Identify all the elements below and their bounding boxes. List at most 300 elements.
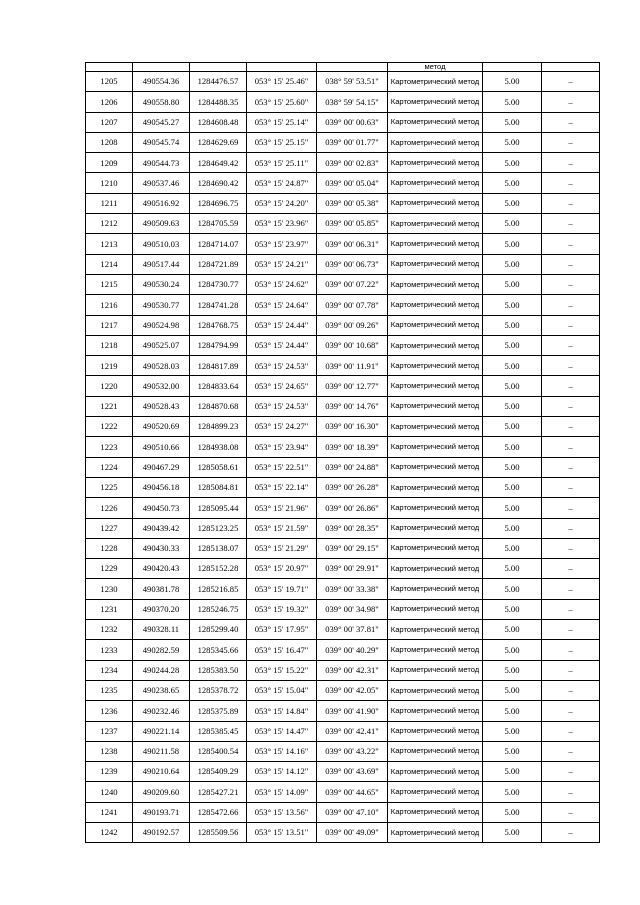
method-cell: Картометрический метод bbox=[388, 376, 483, 396]
longitude-cell: 039° 00' 43.69" bbox=[317, 762, 388, 782]
method-cell: Картометрический метод bbox=[388, 153, 483, 173]
method-cell: Картометрический метод bbox=[388, 701, 483, 721]
table-row bbox=[86, 741, 600, 761]
latitude-cell: 053° 15' 15.22" bbox=[247, 660, 317, 680]
point-number-cell: 1234 bbox=[86, 660, 133, 680]
latitude-cell: 053° 15' 15.04" bbox=[247, 680, 317, 700]
table-row bbox=[86, 477, 600, 497]
longitude-cell: 039° 00' 28.35" bbox=[317, 518, 388, 538]
note-cell: – bbox=[542, 721, 600, 741]
point-number-cell: 1209 bbox=[86, 153, 133, 173]
method-cell: Картометрический метод bbox=[388, 599, 483, 619]
latitude-cell: 053° 15' 14.84" bbox=[247, 701, 317, 721]
x-coordinate-cell: 490532.00 bbox=[133, 376, 190, 396]
y-coordinate-cell: 1285216.85 bbox=[190, 579, 247, 599]
note-cell: – bbox=[542, 437, 600, 457]
table-row bbox=[86, 396, 600, 416]
x-coordinate-cell: 490530.77 bbox=[133, 295, 190, 315]
point-number-cell: 1220 bbox=[86, 376, 133, 396]
longitude-cell: 039° 00' 05.38" bbox=[317, 193, 388, 213]
longitude-cell: 039° 00' 00.63" bbox=[317, 112, 388, 132]
y-coordinate-cell: 1284741.28 bbox=[190, 295, 247, 315]
latitude-cell: 053° 15' 19.32" bbox=[247, 599, 317, 619]
accuracy-cell: 5.00 bbox=[483, 498, 542, 518]
note-cell: – bbox=[542, 274, 600, 294]
accuracy-cell: 5.00 bbox=[483, 173, 542, 193]
table-row-continuation bbox=[86, 63, 600, 72]
table-row bbox=[86, 802, 600, 822]
y-coordinate-cell: 1285152.28 bbox=[190, 559, 247, 579]
longitude-cell: 039° 00' 47.10" bbox=[317, 802, 388, 822]
accuracy-cell: 5.00 bbox=[483, 782, 542, 802]
note-cell: – bbox=[542, 680, 600, 700]
y-coordinate-cell: 1285409.29 bbox=[190, 762, 247, 782]
point-number-cell: 1231 bbox=[86, 599, 133, 619]
longitude-cell: 039° 00' 49.09" bbox=[317, 822, 388, 842]
accuracy-cell: 5.00 bbox=[483, 396, 542, 416]
note-cell: – bbox=[542, 193, 600, 213]
accuracy-cell: 5.00 bbox=[483, 701, 542, 721]
y-coordinate-cell: 1285095.44 bbox=[190, 498, 247, 518]
y-coordinate-cell: 1285246.75 bbox=[190, 599, 247, 619]
method-cell: Картометрический метод bbox=[388, 680, 483, 700]
note-cell: – bbox=[542, 518, 600, 538]
latitude-cell: 053° 15' 14.16" bbox=[247, 741, 317, 761]
note-cell: – bbox=[542, 498, 600, 518]
table-row bbox=[86, 518, 600, 538]
longitude-cell: 039° 00' 05.85" bbox=[317, 214, 388, 234]
point-number-cell: 1241 bbox=[86, 802, 133, 822]
y-coordinate-cell: 1285299.40 bbox=[190, 620, 247, 640]
latitude-cell: 053° 15' 25.46" bbox=[247, 72, 317, 92]
latitude-cell: 053° 15' 24.21" bbox=[247, 254, 317, 274]
longitude-cell: 039° 00' 06.31" bbox=[317, 234, 388, 254]
latitude-cell: 053° 15' 23.97" bbox=[247, 234, 317, 254]
longitude-cell: 039° 00' 26.86" bbox=[317, 498, 388, 518]
x-coordinate-cell: 490516.92 bbox=[133, 193, 190, 213]
note-cell: – bbox=[542, 822, 600, 842]
point-number-cell: 1222 bbox=[86, 417, 133, 437]
x-coordinate-cell: 490528.03 bbox=[133, 356, 190, 376]
x-coordinate-cell: 490430.33 bbox=[133, 538, 190, 558]
y-coordinate-cell: 1285378.72 bbox=[190, 680, 247, 700]
point-number-cell: 1218 bbox=[86, 335, 133, 355]
y-coordinate-cell: 1285385.45 bbox=[190, 721, 247, 741]
method-cell: Картометрический метод bbox=[388, 193, 483, 213]
method-cell: метод bbox=[388, 63, 483, 72]
x-coordinate-cell: 490524.98 bbox=[133, 315, 190, 335]
method-cell: Картометрический метод bbox=[388, 335, 483, 355]
longitude-cell: 039° 00' 01.77" bbox=[317, 132, 388, 152]
latitude-cell: 053° 15' 21.96" bbox=[247, 498, 317, 518]
longitude-cell: 039° 00' 40.29" bbox=[317, 640, 388, 660]
method-cell: Картометрический метод bbox=[388, 477, 483, 497]
x-coordinate-cell: 490238.65 bbox=[133, 680, 190, 700]
point-number-cell: 1213 bbox=[86, 234, 133, 254]
longitude-cell: 039° 00' 06.73" bbox=[317, 254, 388, 274]
table-row bbox=[86, 295, 600, 315]
note-cell: – bbox=[542, 356, 600, 376]
table-row bbox=[86, 680, 600, 700]
x-coordinate-cell: 490545.74 bbox=[133, 132, 190, 152]
point-number-cell: 1235 bbox=[86, 680, 133, 700]
table-row bbox=[86, 417, 600, 437]
accuracy-cell: 5.00 bbox=[483, 214, 542, 234]
latitude-cell: 053° 15' 23.96" bbox=[247, 214, 317, 234]
x-coordinate-cell: 490450.73 bbox=[133, 498, 190, 518]
note-cell: – bbox=[542, 640, 600, 660]
point-number-cell: 1229 bbox=[86, 559, 133, 579]
accuracy-cell: 5.00 bbox=[483, 822, 542, 842]
longitude-cell: 039° 00' 37.81" bbox=[317, 620, 388, 640]
accuracy-cell: 5.00 bbox=[483, 417, 542, 437]
point-number-cell: 1208 bbox=[86, 132, 133, 152]
accuracy-cell: 5.00 bbox=[483, 112, 542, 132]
method-cell: Картометрический метод bbox=[388, 132, 483, 152]
method-cell: Картометрический метод bbox=[388, 741, 483, 761]
accuracy-cell: 5.00 bbox=[483, 579, 542, 599]
point-number-cell: 1239 bbox=[86, 762, 133, 782]
x-coordinate-cell: 490420.43 bbox=[133, 559, 190, 579]
x-coordinate-cell: 490210.64 bbox=[133, 762, 190, 782]
method-cell: Картометрический метод bbox=[388, 802, 483, 822]
x-coordinate-cell: 490282.59 bbox=[133, 640, 190, 660]
point-number-cell: 1233 bbox=[86, 640, 133, 660]
y-coordinate-cell: 1285472.66 bbox=[190, 802, 247, 822]
accuracy-cell: 5.00 bbox=[483, 193, 542, 213]
method-cell: Картометрический метод bbox=[388, 579, 483, 599]
y-coordinate-cell: 1285383.50 bbox=[190, 660, 247, 680]
x-coordinate-cell: 490528.43 bbox=[133, 396, 190, 416]
y-coordinate-cell: 1284833.64 bbox=[190, 376, 247, 396]
accuracy-cell: 5.00 bbox=[483, 254, 542, 274]
accuracy-cell: 5.00 bbox=[483, 356, 542, 376]
note-cell: – bbox=[542, 417, 600, 437]
note-cell: – bbox=[542, 173, 600, 193]
note-cell: – bbox=[542, 620, 600, 640]
latitude-cell: 053° 15' 24.44" bbox=[247, 315, 317, 335]
x-coordinate-cell: 490517.44 bbox=[133, 254, 190, 274]
longitude-cell: 039° 00' 02.83" bbox=[317, 153, 388, 173]
longitude-cell: 039° 00' 42.41" bbox=[317, 721, 388, 741]
note-cell: – bbox=[542, 254, 600, 274]
note-cell: – bbox=[542, 579, 600, 599]
latitude-cell: 053° 15' 22.14" bbox=[247, 477, 317, 497]
point-number-cell: 1215 bbox=[86, 274, 133, 294]
method-cell: Картометрический метод bbox=[388, 782, 483, 802]
y-coordinate-cell: 1285375.89 bbox=[190, 701, 247, 721]
y-coordinate-cell: 1284608.48 bbox=[190, 112, 247, 132]
x-coordinate-cell: 490328.11 bbox=[133, 620, 190, 640]
y-coordinate-cell: 1285427.21 bbox=[190, 782, 247, 802]
method-cell: Картометрический метод bbox=[388, 457, 483, 477]
longitude-cell: 039° 00' 16.30" bbox=[317, 417, 388, 437]
table-row bbox=[86, 214, 600, 234]
y-coordinate-cell: 1284488.35 bbox=[190, 92, 247, 112]
accuracy-cell: 5.00 bbox=[483, 640, 542, 660]
accuracy-cell: 5.00 bbox=[483, 457, 542, 477]
y-coordinate-cell: 1284730.77 bbox=[190, 274, 247, 294]
accuracy-cell: 5.00 bbox=[483, 620, 542, 640]
accuracy-cell: 5.00 bbox=[483, 559, 542, 579]
longitude-cell: 039° 00' 33.38" bbox=[317, 579, 388, 599]
table-row bbox=[86, 660, 600, 680]
latitude-cell: 053° 15' 14.12" bbox=[247, 762, 317, 782]
point-number-cell: 1221 bbox=[86, 396, 133, 416]
x-coordinate-cell: 490370.20 bbox=[133, 599, 190, 619]
latitude-cell: 053° 15' 24.65" bbox=[247, 376, 317, 396]
method-cell: Картометрический метод bbox=[388, 112, 483, 132]
note-cell: – bbox=[542, 396, 600, 416]
accuracy-cell: 5.00 bbox=[483, 437, 542, 457]
table-row bbox=[86, 457, 600, 477]
latitude-cell: 053° 15' 25.11" bbox=[247, 153, 317, 173]
latitude-cell: 053° 15' 24.44" bbox=[247, 335, 317, 355]
table-row bbox=[86, 92, 600, 112]
method-cell: Картометрический метод bbox=[388, 396, 483, 416]
table-row bbox=[86, 335, 600, 355]
method-cell: Картометрический метод bbox=[388, 822, 483, 842]
accuracy-cell: 5.00 bbox=[483, 538, 542, 558]
point-number-cell: 1227 bbox=[86, 518, 133, 538]
table-row bbox=[86, 356, 600, 376]
longitude-cell: 039° 00' 10.68" bbox=[317, 335, 388, 355]
longitude-cell: 039° 00' 14.76" bbox=[317, 396, 388, 416]
x-coordinate-cell: 490221.14 bbox=[133, 721, 190, 741]
note-cell: – bbox=[542, 153, 600, 173]
method-cell: Картометрический метод bbox=[388, 538, 483, 558]
latitude-cell: 053° 15' 19.71" bbox=[247, 579, 317, 599]
y-coordinate-cell: 1284714.07 bbox=[190, 234, 247, 254]
point-number-cell: 1212 bbox=[86, 214, 133, 234]
point-number-cell: 1232 bbox=[86, 620, 133, 640]
note-cell: – bbox=[542, 295, 600, 315]
table-row bbox=[86, 153, 600, 173]
point-number-cell: 1225 bbox=[86, 477, 133, 497]
method-cell: Картометрический метод bbox=[388, 214, 483, 234]
y-coordinate-cell: 1284768.75 bbox=[190, 315, 247, 335]
longitude-cell: 039° 00' 43.22" bbox=[317, 741, 388, 761]
y-coordinate-cell: 1284476.57 bbox=[190, 72, 247, 92]
x-coordinate-cell: 490209.60 bbox=[133, 782, 190, 802]
method-cell: Картометрический метод bbox=[388, 234, 483, 254]
y-coordinate-cell: 1285138.07 bbox=[190, 538, 247, 558]
accuracy-cell: 5.00 bbox=[483, 234, 542, 254]
coordinates-table bbox=[85, 62, 600, 843]
point-number-cell: 1207 bbox=[86, 112, 133, 132]
table-row bbox=[86, 701, 600, 721]
table-row bbox=[86, 173, 600, 193]
point-number-cell: 1237 bbox=[86, 721, 133, 741]
method-cell: Картометрический метод bbox=[388, 559, 483, 579]
x-coordinate-cell: 490554.36 bbox=[133, 72, 190, 92]
accuracy-cell: 5.00 bbox=[483, 762, 542, 782]
latitude-cell: 053° 15' 16.47" bbox=[247, 640, 317, 660]
x-coordinate-cell: 490530.24 bbox=[133, 274, 190, 294]
accuracy-cell: 5.00 bbox=[483, 153, 542, 173]
accuracy-cell: 5.00 bbox=[483, 315, 542, 335]
method-cell: Картометрический метод bbox=[388, 660, 483, 680]
point-number-cell: 1205 bbox=[86, 72, 133, 92]
y-coordinate-cell: 1284690.42 bbox=[190, 173, 247, 193]
latitude-cell: 053° 15' 14.09" bbox=[247, 782, 317, 802]
point-number-cell: 1219 bbox=[86, 356, 133, 376]
latitude-cell: 053° 15' 24.53" bbox=[247, 356, 317, 376]
note-cell: – bbox=[542, 538, 600, 558]
y-coordinate-cell: 1284817.89 bbox=[190, 356, 247, 376]
longitude-cell: 038° 59' 53.51" bbox=[317, 72, 388, 92]
method-cell: Картометрический метод bbox=[388, 72, 483, 92]
method-cell: Картометрический метод bbox=[388, 417, 483, 437]
note-cell: – bbox=[542, 315, 600, 335]
method-cell: Картометрический метод bbox=[388, 640, 483, 660]
point-number-cell: 1240 bbox=[86, 782, 133, 802]
table-row bbox=[86, 579, 600, 599]
table-row bbox=[86, 640, 600, 660]
method-cell: Картометрический метод bbox=[388, 173, 483, 193]
y-coordinate-cell: 1285400.54 bbox=[190, 741, 247, 761]
y-coordinate-cell: 1284870.68 bbox=[190, 396, 247, 416]
method-cell: Картометрический метод bbox=[388, 274, 483, 294]
method-cell: Картометрический метод bbox=[388, 620, 483, 640]
note-cell: – bbox=[542, 112, 600, 132]
latitude-cell: 053° 15' 23.94" bbox=[247, 437, 317, 457]
table-row bbox=[86, 376, 600, 396]
latitude-cell: 053° 15' 25.60" bbox=[247, 92, 317, 112]
x-coordinate-cell: 490193.71 bbox=[133, 802, 190, 822]
table-row bbox=[86, 822, 600, 842]
table-row bbox=[86, 538, 600, 558]
note-cell: – bbox=[542, 559, 600, 579]
table-row bbox=[86, 599, 600, 619]
latitude-cell: 053° 15' 20.97" bbox=[247, 559, 317, 579]
note-cell: – bbox=[542, 132, 600, 152]
note-cell: – bbox=[542, 660, 600, 680]
x-coordinate-cell: 490232.46 bbox=[133, 701, 190, 721]
latitude-cell: 053° 15' 24.64" bbox=[247, 295, 317, 315]
y-coordinate-cell: 1284721.89 bbox=[190, 254, 247, 274]
note-cell: – bbox=[542, 335, 600, 355]
x-coordinate-cell: 490381.78 bbox=[133, 579, 190, 599]
method-cell: Картометрический метод bbox=[388, 295, 483, 315]
point-number-cell: 1230 bbox=[86, 579, 133, 599]
note-cell: – bbox=[542, 701, 600, 721]
x-coordinate-cell: 490537.46 bbox=[133, 173, 190, 193]
longitude-cell: 038° 59' 54.15" bbox=[317, 92, 388, 112]
y-coordinate-cell: 1284899.23 bbox=[190, 417, 247, 437]
table-row bbox=[86, 721, 600, 741]
latitude-cell: 053° 15' 21.29" bbox=[247, 538, 317, 558]
x-coordinate-cell: 490439.42 bbox=[133, 518, 190, 538]
y-coordinate-cell: 1285084.81 bbox=[190, 477, 247, 497]
accuracy-cell: 5.00 bbox=[483, 802, 542, 822]
table-row bbox=[86, 132, 600, 152]
latitude-cell: 053° 15' 25.14" bbox=[247, 112, 317, 132]
longitude-cell: 039° 00' 41.90" bbox=[317, 701, 388, 721]
point-number-cell: 1210 bbox=[86, 173, 133, 193]
x-coordinate-cell: 490456.18 bbox=[133, 477, 190, 497]
accuracy-cell: 5.00 bbox=[483, 518, 542, 538]
table-row bbox=[86, 234, 600, 254]
method-cell: Картометрический метод bbox=[388, 498, 483, 518]
longitude-cell: 039° 00' 44.65" bbox=[317, 782, 388, 802]
y-coordinate-cell: 1285123.25 bbox=[190, 518, 247, 538]
table-row bbox=[86, 620, 600, 640]
point-number-cell: 1223 bbox=[86, 437, 133, 457]
longitude-cell: 039° 00' 07.78" bbox=[317, 295, 388, 315]
table-row bbox=[86, 782, 600, 802]
y-coordinate-cell: 1284938.08 bbox=[190, 437, 247, 457]
latitude-cell: 053° 15' 22.51" bbox=[247, 457, 317, 477]
y-coordinate-cell: 1285058.61 bbox=[190, 457, 247, 477]
y-coordinate-cell: 1284794.99 bbox=[190, 335, 247, 355]
longitude-cell: 039° 00' 12.77" bbox=[317, 376, 388, 396]
x-coordinate-cell: 490509.63 bbox=[133, 214, 190, 234]
x-coordinate-cell: 490558.80 bbox=[133, 92, 190, 112]
table-row bbox=[86, 193, 600, 213]
method-cell: Картометрический метод bbox=[388, 518, 483, 538]
table-row bbox=[86, 72, 600, 92]
latitude-cell: 053° 15' 25.15" bbox=[247, 132, 317, 152]
accuracy-cell: 5.00 bbox=[483, 335, 542, 355]
note-cell: – bbox=[542, 802, 600, 822]
point-number-cell: 1214 bbox=[86, 254, 133, 274]
latitude-cell: 053° 15' 24.20" bbox=[247, 193, 317, 213]
point-number-cell: 1217 bbox=[86, 315, 133, 335]
longitude-cell: 039° 00' 09.26" bbox=[317, 315, 388, 335]
latitude-cell: 053° 15' 24.53" bbox=[247, 396, 317, 416]
point-number-cell: 1242 bbox=[86, 822, 133, 842]
x-coordinate-cell: 490467.29 bbox=[133, 457, 190, 477]
accuracy-cell: 5.00 bbox=[483, 376, 542, 396]
table-row bbox=[86, 315, 600, 335]
note-cell: – bbox=[542, 741, 600, 761]
latitude-cell: 053° 15' 13.51" bbox=[247, 822, 317, 842]
accuracy-cell: 5.00 bbox=[483, 599, 542, 619]
accuracy-cell: 5.00 bbox=[483, 132, 542, 152]
note-cell: – bbox=[542, 376, 600, 396]
longitude-cell: 039° 00' 07.22" bbox=[317, 274, 388, 294]
x-coordinate-cell: 490510.03 bbox=[133, 234, 190, 254]
x-coordinate-cell: 490545.27 bbox=[133, 112, 190, 132]
x-coordinate-cell: 490192.57 bbox=[133, 822, 190, 842]
point-number-cell: 1238 bbox=[86, 741, 133, 761]
latitude-cell: 053° 15' 21.59" bbox=[247, 518, 317, 538]
latitude-cell: 053° 15' 24.62" bbox=[247, 274, 317, 294]
note-cell: – bbox=[542, 214, 600, 234]
point-number-cell: 1226 bbox=[86, 498, 133, 518]
x-coordinate-cell: 490520.69 bbox=[133, 417, 190, 437]
x-coordinate-cell: 490244.28 bbox=[133, 660, 190, 680]
note-cell: – bbox=[542, 762, 600, 782]
y-coordinate-cell: 1284649.42 bbox=[190, 153, 247, 173]
note-cell: – bbox=[542, 72, 600, 92]
longitude-cell: 039° 00' 26.28" bbox=[317, 477, 388, 497]
accuracy-cell: 5.00 bbox=[483, 92, 542, 112]
accuracy-cell: 5.00 bbox=[483, 477, 542, 497]
longitude-cell: 039° 00' 29.91" bbox=[317, 559, 388, 579]
longitude-cell: 039° 00' 11.91" bbox=[317, 356, 388, 376]
method-cell: Картометрический метод bbox=[388, 254, 483, 274]
y-coordinate-cell: 1285345.66 bbox=[190, 640, 247, 660]
latitude-cell: 053° 15' 24.27" bbox=[247, 417, 317, 437]
table-row bbox=[86, 254, 600, 274]
x-coordinate-cell: 490544.73 bbox=[133, 153, 190, 173]
y-coordinate-cell: 1284629.69 bbox=[190, 132, 247, 152]
longitude-cell: 039° 00' 05.04" bbox=[317, 173, 388, 193]
latitude-cell: 053° 15' 24.87" bbox=[247, 173, 317, 193]
point-number-cell: 1211 bbox=[86, 193, 133, 213]
